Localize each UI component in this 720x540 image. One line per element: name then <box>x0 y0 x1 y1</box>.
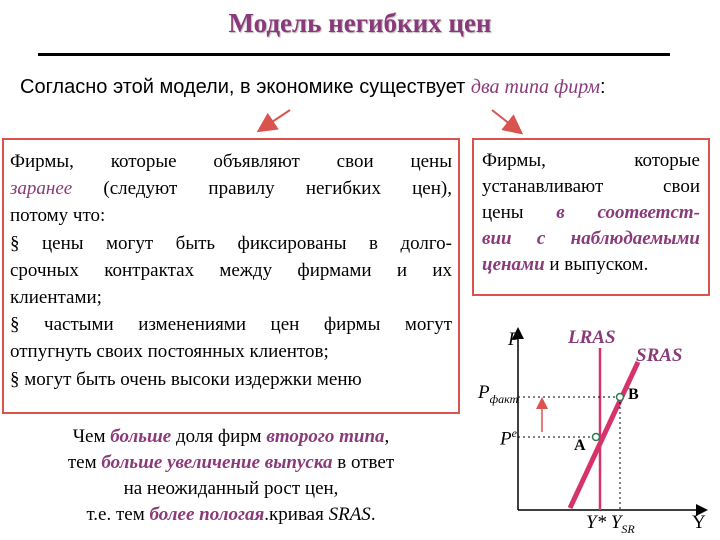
flexible-firms-box <box>472 138 710 296</box>
arrow-left-icon <box>260 110 290 130</box>
c4d: SRAS <box>328 504 371 525</box>
y-star-text: Y* Y <box>586 512 622 533</box>
lras-label: LRAS <box>568 327 616 348</box>
c1a: Чем <box>72 426 111 447</box>
point-a-marker <box>593 434 600 441</box>
conclusion-line-3: на неожиданный рост цен, <box>123 478 339 499</box>
c1b: больше <box>110 426 172 447</box>
left-line-2 <box>10 175 452 202</box>
c2a: тем <box>67 452 102 473</box>
conclusion-line-2 <box>6 450 456 476</box>
right-highlight-3: ценами <box>482 254 545 275</box>
p-axis-label: P <box>508 329 520 350</box>
p-fact-letter: P <box>478 382 490 403</box>
page-title: Модель негибких цен <box>228 8 492 38</box>
y-star-label <box>586 512 635 537</box>
c1c: доля фирм <box>171 426 267 447</box>
left-line-4: § цены могут быть фиксированы в долго- <box>10 232 452 254</box>
right-line-4 <box>482 226 700 252</box>
left-line-7: § частыми изменениями цен фирмы могут <box>10 314 452 336</box>
left-line-5: срочных контрактах между фирмами и их <box>10 259 452 281</box>
c2b: больше увеличение выпуска <box>101 452 333 473</box>
right-line-1: Фирмы, которые <box>482 150 700 171</box>
c4a: т.е. тем <box>86 504 150 525</box>
intro-before: Согласно этой модели, в экономике существует <box>20 76 471 98</box>
p-e-sup: e <box>511 426 517 440</box>
right-highlight-1: в соответст- <box>556 202 700 223</box>
left-line-2-rest: (следуют правилу негибких цен), <box>72 178 452 200</box>
left-line-9: § могут быть очень высоки издержки меню <box>10 368 362 390</box>
p-fact-label <box>478 382 518 407</box>
arrow-right-icon <box>492 110 520 132</box>
left-line-8: отпугнуть своих постоянных клиентов; <box>10 341 329 363</box>
p-e-letter: P <box>500 428 512 450</box>
sras-line <box>570 362 638 508</box>
left-line-3: потому что: <box>10 205 106 227</box>
inflexible-firms-box <box>2 138 460 414</box>
c4b: более пологая <box>149 504 265 525</box>
right-line-5-rest: и выпуском. <box>544 254 649 275</box>
right-line-3 <box>482 200 700 226</box>
intro-highlight: два типа фирм <box>470 76 600 98</box>
point-a-label: A <box>574 437 586 454</box>
point-b-label: B <box>628 386 639 403</box>
p-e-label <box>500 426 517 450</box>
y-sr-sub: SR <box>621 521 635 536</box>
conclusion-line-4 <box>6 502 456 528</box>
conclusion-text <box>6 424 456 528</box>
conclusion-line-1 <box>6 424 456 450</box>
left-line-1: Фирмы, которые объявляют свои цены <box>10 151 452 172</box>
y-axis-label: Y <box>692 512 706 533</box>
c1e: , <box>384 426 390 447</box>
intro-after: : <box>599 76 606 98</box>
right-line-3-start: цены <box>482 202 557 223</box>
c2c: в ответ <box>332 452 395 473</box>
right-line-5 <box>482 252 700 278</box>
right-line-2: устанавливают свои <box>482 176 700 197</box>
left-highlight-zaranee: заранее <box>10 178 73 200</box>
right-highlight-2: вии с наблюдаемыми <box>482 228 700 249</box>
c4c: .кривая <box>264 504 329 525</box>
c4e: . <box>370 504 376 525</box>
left-line-6: клиентами; <box>10 287 102 309</box>
branch-arrows <box>0 0 720 140</box>
c1d: второго типа <box>266 426 385 447</box>
point-b-marker <box>617 394 624 401</box>
as-graph <box>470 300 720 540</box>
sras-label: SRAS <box>636 345 683 366</box>
p-fact-sub: факт <box>489 391 519 406</box>
